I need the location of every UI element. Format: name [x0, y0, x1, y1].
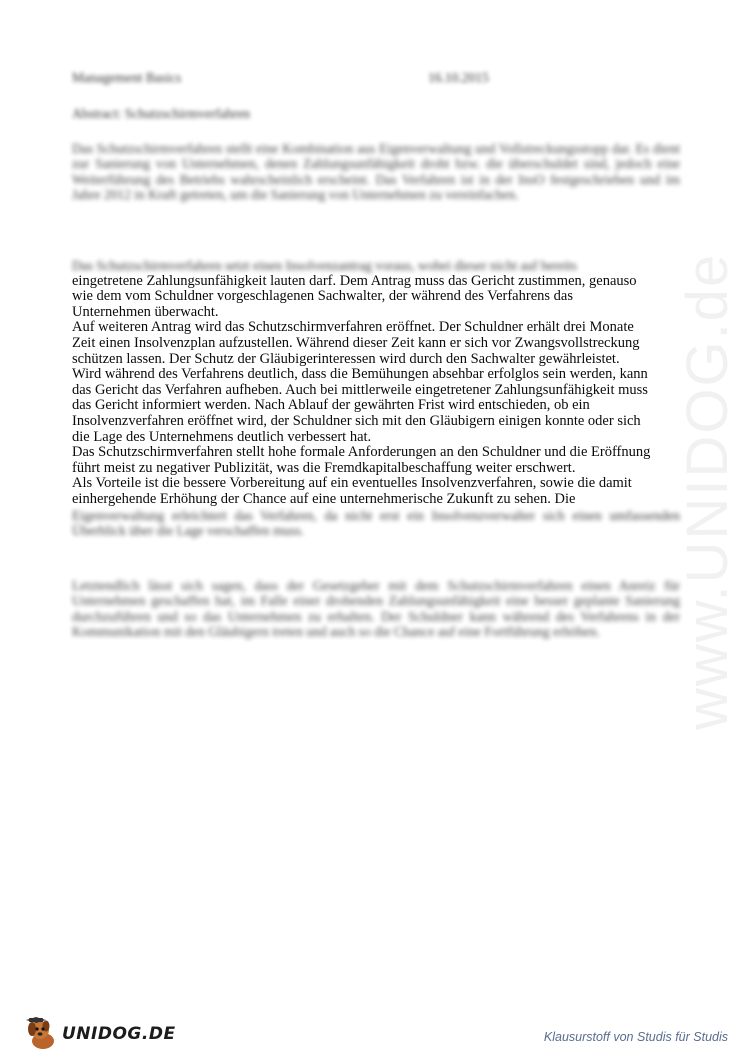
paragraph-intro: Das Schutzschirmverfahren stellt eine Kombination aus Eigenverwaltung und Vollstreckungsstopp dar. Es dient zur Sanierung von Unternehmen, denen Zahlungsunfähigkeit droht bzw. die überschuldet sind, jedoch eine Weiterführung des Betriebs wahrscheinlich erscheint. Das Verfahren ist in der InsO festgeschrieben und im Jahre 2012 in Kraft getreten, um die Sanierung von Unternehmen zu vereinfachen. — [72, 141, 680, 202]
text-line: Unternehmen überwacht. — [72, 303, 219, 320]
watermark: www.UNIDOG.de — [675, 252, 740, 730]
paragraph-main-blurred-end: Eigenverwaltung erleichtert das Verfahren, da nicht erst ein Insolvenzverwalter sich einen umfassenden Überblick über die Lage verschaffen muss. — [72, 507, 680, 539]
document-header — [72, 70, 682, 90]
text-line: eingetretene Zahlungsunfähigkeit lauten darf. Dem Antrag muss das Gericht zustimmen, genauso — [72, 272, 637, 289]
text-line: einhergehende Erhöhung der Chance auf eine unternehmerische Zukunft zu sehen. Die — [72, 490, 576, 507]
text-line: schützen lassen. Der Schutz der Gläubigerinteressen wird durch den Sachwalter gewährleistet. — [72, 350, 620, 367]
header-date: 16.10.2015 — [428, 70, 489, 85]
paragraph-main — [72, 258, 680, 539]
text-line: das Gericht das Verfahren aufheben. Auch bei mittlerweile eingetretener Zahlungsunfähigkeit muss — [72, 381, 648, 398]
paragraph-conclusion: Letztendlich lässt sich sagen, dass der Gesetzgeber mit dem Schutzschirmverfahren einen Anreiz für Unternehmen geschaffen hat, im Falle einer drohenden Zahlungsunfähigkeit eine besser geplante Sanierung durchzuführen und so das Unternehmen zu erhalten. Der Schuldner kann während des Verfahrens in der Kommunikation mit den Gläubigern treten und auch so die Chance auf eine Fortführung erhöhen. — [72, 578, 680, 639]
abstract-title: Abstract: Schutzschirmverfahren — [72, 106, 251, 121]
paragraph-main-blurred-start: Das Schutzschirmverfahren setzt einen Insolvenzantrag voraus, wobei dieser nicht auf bereits — [72, 258, 577, 273]
text-line: die Lage des Unternehmens deutlich verbessert hat. — [72, 428, 372, 445]
unidog-logo[interactable] — [26, 1017, 176, 1051]
text-line: führt meist zu negativer Publizität, was die Fremdkapitalbeschaffung weiter erschwert. — [72, 459, 576, 476]
logo-text: UNIDOG.DE — [62, 1024, 176, 1044]
text-line: wie dem vom Schuldner vorgeschlagenen Sachwalter, der während des Verfahrens das — [72, 288, 573, 305]
dog-mascot-icon — [26, 1017, 60, 1051]
course-title: Management Basics — [72, 70, 182, 85]
footer-tagline: Klausurstoff von Studis für Studis — [543, 1030, 728, 1044]
text-line: Insolvenzverfahren eröffnet wird, der Schuldner sich mit den Gläubigern einigen konnte oder sich — [72, 412, 641, 429]
text-line: das Gericht informiert werden. Nach Ablauf der gewährten Frist wird entschieden, ob ein — [72, 397, 590, 414]
text-line: Zeit einen Insolvenzplan aufzustellen. Während dieser Zeit kann er sich vor Zwangsvollstreckung — [72, 334, 640, 351]
text-line: Wird während des Verfahrens deutlich, dass die Bemühungen absehbar erfolglos sein werden, kann — [72, 366, 648, 383]
text-line: Das Schutzschirmverfahren stellt hohe formale Anforderungen an den Schuldner und die Eröffnung — [72, 444, 651, 461]
text-line: Auf weiteren Antrag wird das Schutzschirmverfahren eröffnet. Der Schuldner erhält drei Monate — [72, 319, 634, 336]
text-line: Als Vorteile ist die bessere Vorbereitung auf ein eventuelles Insolvenzverfahren, sowie die damit — [72, 475, 632, 492]
